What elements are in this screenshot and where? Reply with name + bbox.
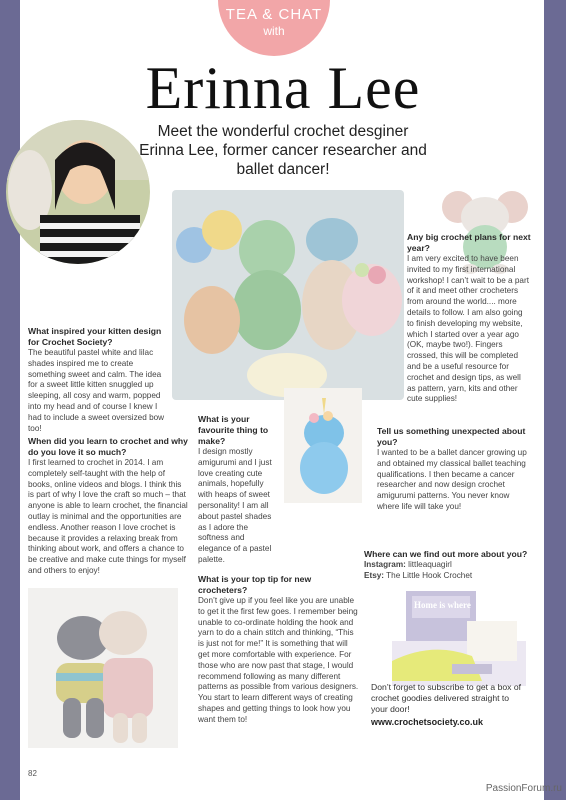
q4-body: Don’t give up if you feel like you are unable to get it the first few goes. I remember being unable to co-ordinate holding the hook and yarn to do a chain stitch and thinking, “This is just not for me!” It is something that will get more comfortable with experience. For those who are now past that stage, I would recommend following as many different patterns as possible from various designers. You start to learn different ways of creating shapes and getting things to look how you want them to! [198, 596, 359, 724]
q4-heading: What is your top tip for new crocheters? [198, 574, 312, 595]
instagram-handle[interactable]: littleaquagirl [408, 560, 452, 569]
watermark: PassionForum.ru [485, 783, 562, 794]
portrait-photo [0, 120, 150, 310]
q6-body: I wanted to be a ballet dancer growing up and obtained my classical ballet teaching qualifications. I then became a cancer researcher and now design crochet amigurumi patterns. You never know where life will take you! [377, 448, 527, 511]
q2-body: I first learned to crochet in 2014. I am completely self-taught with the help of books, online videos and blogs. I think this is part of why I love the craft so much – that anyone is able to learn crochet, the financial outlay is minimal and the opportunities are endless. Another reason I love crochet is because it provides a relaxing break from thinking about work, and offers a chance to be creative and make cute things for myself and others to enjoy! [28, 458, 188, 575]
etsy-label: Etsy: [364, 570, 385, 580]
q2-heading: When did you learn to crochet and why do you love it so much? [28, 436, 188, 457]
amigurumi-group-photo [172, 190, 404, 400]
badge-line2: with [263, 24, 285, 38]
q5-body: I am very excited to have been invited to my first international workshop! I can’t wait to be a part of it and meet other crocheters from around the world.... more details to follow. I am also going to finish developing my website, which I started over a year ago (OK, maybe two!). Fingers crossed, this will be completed and be a useful resource for crochet and design tips, as well as pattern, yarn, kits and other cute supplies! [407, 254, 529, 404]
promo-block [371, 682, 521, 727]
instagram-line [364, 560, 534, 571]
etsy-shop[interactable]: The Little Hook Crochet [386, 570, 473, 580]
q1-body: The beautiful pastel white and lilac shades inspired me to create something sweet and calm. The idea for a sweet little kitten snuggled up sleeping, all cosy and warm, popped into my head and of course I knew I had to include a sweet oversized bow too! [28, 348, 165, 433]
bears-amigurumi-photo [28, 588, 178, 748]
intro-text: Meet the wonderful crochet desginer Erinna Lee, former cancer researcher and ballet dancer! [139, 123, 427, 178]
subscription-box-photo [392, 586, 526, 686]
q1-heading: What inspired your kitten design for Crochet Society? [28, 326, 162, 347]
q3-body: I design mostly amigurumi and I just love creating cute animals, hopefully with heaps of sweet personality! I am all about pastel shades as I adore the softness and elegance of a pastel palette. [198, 447, 272, 564]
page-title: Erinna Lee [145, 55, 421, 121]
q5-heading: Any big crochet plans for next year? [407, 232, 531, 253]
q3-heading: What is your favourite thing to make? [198, 414, 269, 446]
q6-block [377, 426, 527, 513]
badge-line1: TEA & CHAT [225, 6, 323, 23]
q3-block [198, 414, 278, 566]
instagram-label: Instagram: [364, 560, 406, 569]
unicorn-amigurumi-photo [284, 388, 362, 503]
q2-block [28, 436, 188, 577]
box-label: Home is where [414, 600, 471, 610]
q7-block [364, 549, 534, 582]
etsy-line [364, 571, 534, 582]
promo-text: Don’t forget to subscribe to get a box of crochet goodies delivered straight to your door! [371, 682, 522, 714]
q6-heading: Tell us something unexpected about you? [377, 426, 526, 447]
q5-block [407, 232, 531, 405]
q1-block [28, 326, 168, 434]
q4-block [198, 574, 360, 726]
q7-heading: Where can we find out more about you? [364, 549, 528, 559]
promo-url[interactable]: www.crochetsociety.co.uk [371, 717, 484, 727]
page-number: 82 [28, 769, 37, 778]
